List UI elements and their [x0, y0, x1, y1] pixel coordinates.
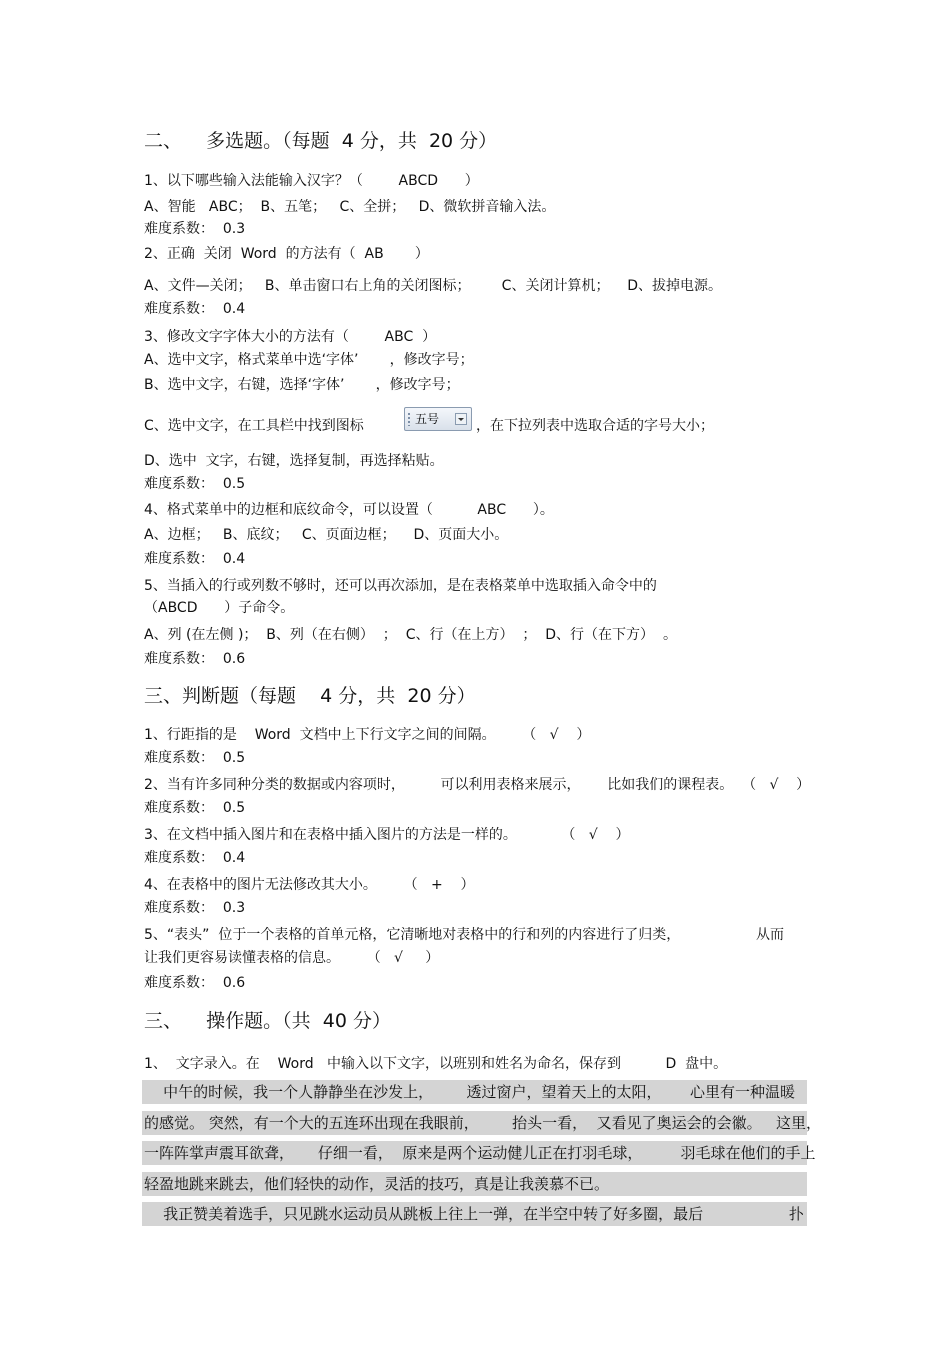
toolbar-grip-icon: [408, 413, 410, 426]
question-3-5-difficulty: 难度系数： 0.6: [144, 975, 246, 991]
font-size-dropdown-image: [404, 407, 472, 431]
dropdown-arrow-icon: [455, 413, 467, 425]
question-2-1-difficulty: 难度系数： 0.3: [144, 221, 246, 237]
question-2-2-difficulty: 难度系数： 0.4: [144, 301, 246, 317]
question-2-3-option-c-prefix: C、选中文字，在工具栏中找到图标: [144, 418, 364, 434]
question-2-4-difficulty: 难度系数： 0.4: [144, 551, 246, 567]
typing-passage-line: 轻盈地跳来跳去，他们轻快的动作，灵活的技巧，真是让我羡慕不已。: [144, 1175, 610, 1193]
question-2-4-options: A、边框； B、底纹； C、页面边框； D、页面大小。: [144, 527, 509, 543]
question-2-1-options: A、智能 ABC； B、五笔； C、全拼； D、微软拼音输入法。: [144, 199, 556, 215]
question-3-3: 3、在文档中插入图片和在表格中插入图片的方法是一样的。 （ √ ）: [144, 827, 630, 843]
question-2-2: 2、正确 关闭 Word 的方法有（ AB ）: [144, 246, 429, 262]
question-2-4: 4、格式菜单中的边框和底纹命令，可以设置（ ABC ）。: [144, 502, 554, 518]
question-3-3-difficulty: 难度系数： 0.4: [144, 850, 246, 866]
question-2-1: 1、以下哪些输入法能输入汉字？（ ABCD ）: [144, 173, 479, 189]
question-3-1: 1、行距指的是 Word 文档中上下行文字之间的间隔。 （ √ ）: [144, 727, 591, 743]
question-3-5-continued: 让我们更容易读懂表格的信息。 （ √ ）: [144, 950, 440, 966]
question-2-3-option-a: A、选中文字，格式菜单中选‘字体’ ，修改字号；: [144, 352, 474, 368]
question-3-4-difficulty: 难度系数： 0.3: [144, 900, 246, 916]
question-2-3-option-d: D、选中 文字，右键，选择复制，再选择粘贴。: [144, 453, 444, 469]
question-2-5-continued: （ABCD ）子命令。: [144, 600, 295, 616]
question-3-2-difficulty: 难度系数： 0.5: [144, 800, 246, 816]
question-2-3-option-b: B、选中文字，右键，选择‘字体’ ，修改字号；: [144, 377, 460, 393]
question-2-3-option-c-suffix: ，在下拉列表中选取合适的字号大小；: [476, 418, 714, 434]
question-2-5-options: A、列 (在左侧 )； B、列（在右侧） ； C、行（在上方） ； D、行（在下方） 。: [144, 627, 677, 643]
question-2-5-difficulty: 难度系数： 0.6: [144, 651, 246, 667]
typing-passage-line: 我正赞美着选手，只见跳水运动员从跳板上往上一弹，在半空中转了好多圈，最后 扑: [144, 1205, 804, 1223]
section-heading-multiple-choice: 二、 多选题。（每题 4 分，共 20 分）: [144, 130, 498, 152]
typing-passage-line: 一阵阵掌声震耳欲聋， 仔细一看， 原来是两个运动健儿正在打羽毛球， 羽毛球在他们的手上: [144, 1144, 816, 1162]
section-heading-true-false: 三、判断题（每题 4 分，共 20 分）: [144, 685, 476, 707]
typing-passage-line: 中午的时候，我一个人静静坐在沙发上， 透过窗户，望着天上的太阳， 心里有一种温暖: [144, 1083, 796, 1101]
font-size-value: 五号: [415, 412, 440, 426]
question-2-2-options: A、文件—关闭； B、单击窗口右上角的关闭图标； C、关闭计算机； D、拔掉电源。: [144, 278, 723, 294]
question-2-3: 3、修改文字字体大小的方法有（ ABC ）: [144, 329, 437, 345]
question-2-3-difficulty: 难度系数： 0.5: [144, 476, 246, 492]
question-3-1-difficulty: 难度系数： 0.5: [144, 750, 246, 766]
question-3-4: 4、在表格中的图片无法修改其大小。 （ + ）: [144, 877, 475, 893]
typing-passage-line: 的感觉。 突然，有一个大的五连环出现在我眼前， 抬头一看， 又看见了奥运会的会徽。 这里，: [144, 1114, 821, 1132]
question-2-5: 5、当插入的行或列数不够时，还可以再次添加，是在表格菜单中选取插入命令中的: [144, 578, 657, 594]
section-heading-operation: 三、 操作题。（共 40 分）: [144, 1010, 391, 1032]
question-3-2: 2、当有许多同种分类的数据或内容项时， 可以利用表格来展示， 比如我们的课程表。 （ √ ）: [144, 777, 811, 793]
question-3-5: 5、“表头” 位于一个表格的首单元格，它清晰地对表格中的行和列的内容进行了归类， 从而: [144, 927, 784, 943]
question-4-1: 1、 文字录入。在 Word 中输入以下文字，以班别和姓名为命名，保存到 D 盘中。: [144, 1056, 728, 1072]
